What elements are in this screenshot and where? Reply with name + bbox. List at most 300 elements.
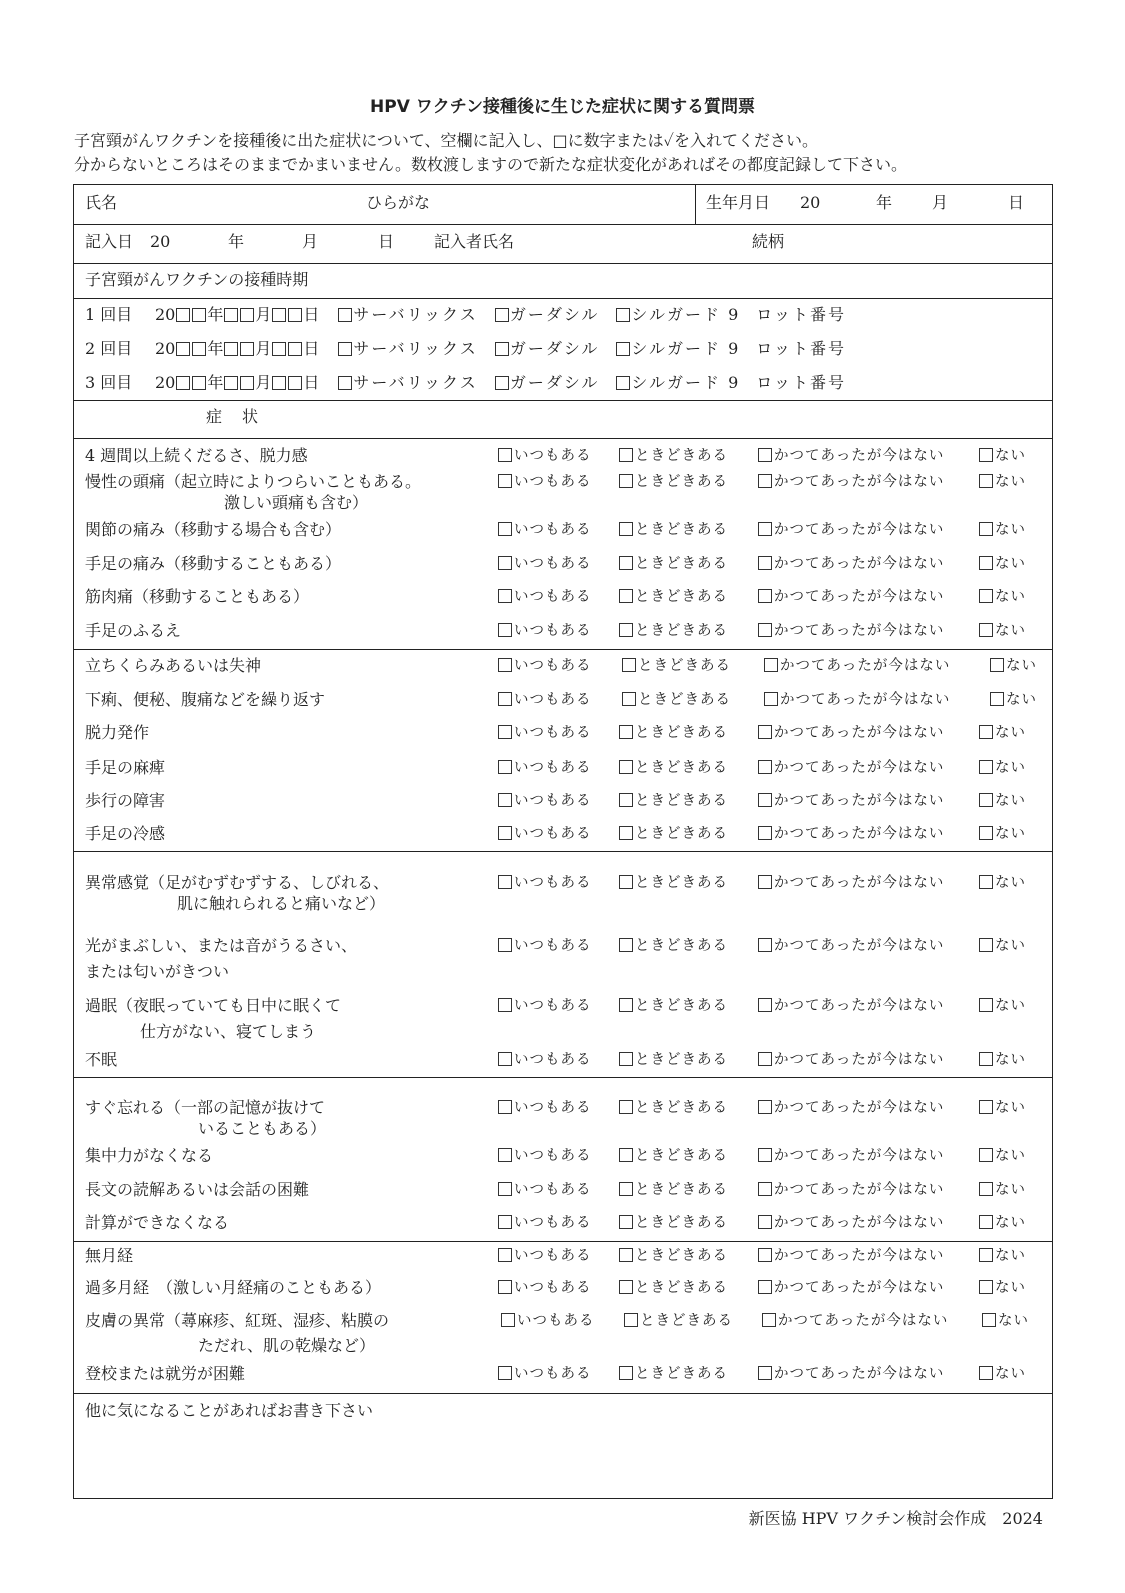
option-sometimes[interactable]: [618, 554, 728, 574]
dose-month-unit: 月: [255, 305, 272, 324]
answer-checkbox[interactable]: [498, 1366, 512, 1380]
option-always[interactable]: [497, 621, 592, 641]
vaccine-checkbox[interactable]: [616, 376, 630, 390]
lot-number-label: ロット番号: [756, 373, 846, 392]
option-always[interactable]: [497, 1213, 592, 1233]
answer-label: ない: [995, 826, 1026, 842]
option-always[interactable]: [497, 824, 592, 844]
answer-label: かつてあったが今はない: [774, 1148, 945, 1164]
option-none[interactable]: [978, 1364, 1026, 1384]
option-none[interactable]: [981, 1311, 1029, 1331]
answer-checkbox[interactable]: [619, 760, 633, 774]
vaccine-checkbox[interactable]: [338, 376, 352, 390]
vaccine-checkbox[interactable]: [495, 376, 509, 390]
digit-box[interactable]: [272, 376, 286, 390]
option-previously[interactable]: [757, 1098, 944, 1118]
answer-label: いつもある: [514, 998, 592, 1014]
answer-checkbox[interactable]: [501, 1313, 515, 1327]
answer-checkbox[interactable]: [758, 875, 772, 889]
option-always[interactable]: [497, 446, 592, 466]
option-sometimes[interactable]: [618, 1050, 728, 1070]
digit-box[interactable]: [272, 342, 286, 356]
answer-label: かつてあったが今はない: [774, 556, 945, 572]
answer-label: ない: [995, 474, 1026, 490]
answer-label: ない: [995, 1280, 1026, 1296]
option-previously[interactable]: [757, 472, 944, 492]
option-sometimes[interactable]: [618, 936, 728, 956]
answer-label: いつもある: [514, 1248, 592, 1264]
option-none[interactable]: [978, 791, 1026, 811]
digit-box[interactable]: [288, 376, 302, 390]
answer-checkbox[interactable]: [619, 793, 633, 807]
entry-year-prefix: 20: [150, 232, 171, 251]
option-none[interactable]: [989, 656, 1037, 676]
answer-checkbox[interactable]: [498, 589, 512, 603]
answer-checkbox[interactable]: [764, 658, 778, 672]
answer-label: かつてあったが今はない: [774, 725, 945, 741]
answer-checkbox[interactable]: [990, 658, 1004, 672]
answer-checkbox[interactable]: [498, 623, 512, 637]
dose-row: [85, 305, 846, 325]
option-sometimes[interactable]: [618, 1098, 728, 1118]
symptom-label: いることもある）: [198, 1119, 327, 1138]
answer-checkbox[interactable]: [982, 1313, 996, 1327]
option-sometimes[interactable]: [618, 621, 728, 641]
answer-checkbox[interactable]: [979, 522, 993, 536]
answer-checkbox[interactable]: [619, 938, 633, 952]
answer-checkbox[interactable]: [979, 826, 993, 840]
answer-label: ない: [995, 1215, 1026, 1231]
answer-checkbox[interactable]: [498, 556, 512, 570]
answer-checkbox[interactable]: [619, 998, 633, 1012]
answer-label: ない: [1006, 692, 1037, 708]
answer-checkbox[interactable]: [758, 1280, 772, 1294]
answer-label: かつてあったが今はない: [774, 522, 945, 538]
answer-checkbox[interactable]: [979, 589, 993, 603]
option-previously[interactable]: [757, 723, 944, 743]
digit-box[interactable]: [240, 308, 254, 322]
option-none[interactable]: [978, 1180, 1026, 1200]
option-none[interactable]: [978, 936, 1026, 956]
answer-label: いつもある: [514, 1182, 592, 1198]
option-none[interactable]: [978, 472, 1026, 492]
vaccine-checkbox[interactable]: [616, 308, 630, 322]
digit-box[interactable]: [176, 308, 190, 322]
answer-label: ない: [995, 589, 1026, 605]
answer-label: ときどきある: [635, 938, 728, 954]
option-always[interactable]: [497, 1246, 592, 1266]
digit-box[interactable]: [288, 342, 302, 356]
answer-checkbox[interactable]: [758, 1248, 772, 1262]
answer-checkbox[interactable]: [498, 692, 512, 706]
option-sometimes[interactable]: [618, 1180, 728, 1200]
option-none[interactable]: [978, 446, 1026, 466]
answer-checkbox[interactable]: [498, 998, 512, 1012]
option-previously[interactable]: [757, 791, 944, 811]
answer-checkbox[interactable]: [758, 793, 772, 807]
name-label: 氏名: [85, 193, 118, 212]
option-sometimes[interactable]: [621, 690, 731, 710]
option-always[interactable]: [497, 587, 592, 607]
answer-checkbox[interactable]: [498, 875, 512, 889]
answer-label: いつもある: [514, 1100, 592, 1116]
option-always[interactable]: [497, 1364, 592, 1384]
answer-checkbox[interactable]: [979, 1280, 993, 1294]
option-sometimes[interactable]: [618, 758, 728, 778]
symptom-label: 立ちくらみあるいは失神: [85, 656, 262, 675]
digit-box[interactable]: [224, 308, 238, 322]
answer-checkbox[interactable]: [758, 623, 772, 637]
answer-checkbox[interactable]: [619, 1248, 633, 1262]
answer-label: いつもある: [514, 623, 592, 639]
option-always[interactable]: [497, 996, 592, 1016]
option-previously[interactable]: [757, 996, 944, 1016]
option-previously[interactable]: [763, 690, 950, 710]
option-none[interactable]: [978, 520, 1026, 540]
answer-checkbox[interactable]: [979, 1052, 993, 1066]
option-none[interactable]: [978, 996, 1026, 1016]
option-sometimes[interactable]: [618, 1146, 728, 1166]
dose-year-prefix: 20: [155, 305, 176, 324]
option-always[interactable]: [497, 656, 592, 676]
option-none[interactable]: [978, 1098, 1026, 1118]
answer-checkbox[interactable]: [979, 938, 993, 952]
option-none[interactable]: [978, 758, 1026, 778]
answer-checkbox[interactable]: [979, 474, 993, 488]
option-sometimes[interactable]: [618, 723, 728, 743]
lot-number-label: ロット番号: [756, 305, 846, 324]
option-previously[interactable]: [757, 1364, 944, 1384]
option-sometimes[interactable]: [618, 873, 728, 893]
answer-checkbox[interactable]: [758, 826, 772, 840]
symptom-label: 激しい頭痛も含む）: [224, 493, 369, 512]
birth-month-unit: 月: [932, 193, 949, 212]
answer-checkbox[interactable]: [758, 1366, 772, 1380]
answer-label: ない: [995, 725, 1026, 741]
answer-label: ない: [995, 1100, 1026, 1116]
vaccine-checkbox[interactable]: [338, 342, 352, 356]
answer-checkbox[interactable]: [619, 522, 633, 536]
symptom-label: 脱力発作: [85, 723, 150, 742]
answer-checkbox[interactable]: [979, 998, 993, 1012]
answer-checkbox[interactable]: [758, 556, 772, 570]
answer-checkbox[interactable]: [979, 725, 993, 739]
answer-label: いつもある: [514, 556, 592, 572]
option-sometimes[interactable]: [618, 791, 728, 811]
answer-checkbox[interactable]: [498, 760, 512, 774]
answer-checkbox[interactable]: [758, 474, 772, 488]
digit-box[interactable]: [288, 308, 302, 322]
answer-checkbox[interactable]: [979, 793, 993, 807]
answer-label: ない: [995, 1182, 1026, 1198]
symptom-label: 筋肉痛（移動することもある）: [85, 587, 310, 606]
option-previously[interactable]: [757, 1050, 944, 1070]
answer-checkbox[interactable]: [979, 875, 993, 889]
answer-checkbox[interactable]: [619, 1148, 633, 1162]
option-previously[interactable]: [757, 446, 944, 466]
answer-checkbox[interactable]: [619, 1280, 633, 1294]
answer-checkbox[interactable]: [498, 1215, 512, 1229]
answer-checkbox[interactable]: [758, 725, 772, 739]
instruction-line-2: 分からないところはそのままでかまいません。数枚渡しますので新たな症状変化があればその都度記録して下さい。: [74, 155, 907, 174]
answer-checkbox[interactable]: [498, 448, 512, 462]
option-sometimes[interactable]: [618, 446, 728, 466]
option-always[interactable]: [497, 1146, 592, 1166]
digit-box[interactable]: [240, 342, 254, 356]
vaccine-checkbox[interactable]: [495, 308, 509, 322]
option-always[interactable]: [497, 1098, 592, 1118]
entry-day-unit: 日: [378, 232, 395, 251]
option-previously[interactable]: [757, 621, 944, 641]
vaccine-checkbox[interactable]: [616, 342, 630, 356]
option-previously[interactable]: [757, 824, 944, 844]
answer-label: いつもある: [514, 826, 592, 842]
answer-checkbox[interactable]: [619, 1052, 633, 1066]
option-always[interactable]: [497, 758, 592, 778]
answer-checkbox[interactable]: [979, 1100, 993, 1114]
dose-year-prefix: 20: [155, 373, 176, 392]
option-always[interactable]: [497, 472, 592, 492]
option-sometimes[interactable]: [618, 1278, 728, 1298]
vaccination-period-label: 子宮頸がんワクチンの接種時期: [85, 270, 309, 289]
symptom-label: 歩行の障害: [85, 791, 166, 810]
answer-checkbox[interactable]: [498, 658, 512, 672]
option-previously[interactable]: [757, 873, 944, 893]
answer-checkbox[interactable]: [990, 692, 1004, 706]
answer-label: ときどきある: [635, 474, 728, 490]
answer-checkbox[interactable]: [979, 1248, 993, 1262]
option-sometimes[interactable]: [618, 824, 728, 844]
entry-month-unit: 月: [302, 232, 319, 251]
answer-checkbox[interactable]: [979, 1215, 993, 1229]
option-previously[interactable]: [757, 587, 944, 607]
option-sometimes[interactable]: [623, 1311, 733, 1331]
symptom-label: 関節の痛み（移動する場合も含む）: [85, 520, 342, 539]
dose-row: [85, 373, 846, 393]
answer-checkbox[interactable]: [619, 556, 633, 570]
option-sometimes[interactable]: [618, 520, 728, 540]
vaccine-checkbox[interactable]: [495, 342, 509, 356]
answer-checkbox[interactable]: [622, 692, 636, 706]
option-sometimes[interactable]: [618, 1364, 728, 1384]
dose-year-unit: 年: [207, 373, 224, 392]
option-always[interactable]: [497, 554, 592, 574]
answer-checkbox[interactable]: [619, 875, 633, 889]
dose-year-prefix: 20: [155, 339, 176, 358]
answer-label: いつもある: [514, 938, 592, 954]
answer-checkbox[interactable]: [619, 448, 633, 462]
answer-label: かつてあったが今はない: [774, 1100, 945, 1116]
answer-checkbox[interactable]: [498, 938, 512, 952]
answer-label: かつてあったが今はない: [774, 623, 945, 639]
vaccine-name: シルガード 9: [631, 373, 741, 392]
answer-label: ときどきある: [635, 589, 728, 605]
answer-checkbox[interactable]: [979, 1366, 993, 1380]
vaccine-name: ガーダシル: [509, 305, 600, 324]
option-none[interactable]: [978, 723, 1026, 743]
answer-checkbox[interactable]: [979, 1148, 993, 1162]
vaccine-checkbox[interactable]: [338, 308, 352, 322]
answer-label: ない: [995, 938, 1026, 954]
option-none[interactable]: [978, 621, 1026, 641]
option-always[interactable]: [497, 520, 592, 540]
answer-checkbox[interactable]: [758, 1052, 772, 1066]
option-always[interactable]: [497, 936, 592, 956]
answer-checkbox[interactable]: [758, 448, 772, 462]
option-always[interactable]: [497, 873, 592, 893]
dose-row: [85, 339, 846, 359]
option-previously[interactable]: [757, 1213, 944, 1233]
option-sometimes[interactable]: [618, 1246, 728, 1266]
answer-label: ときどきある: [635, 1052, 728, 1068]
option-always[interactable]: [497, 1050, 592, 1070]
option-always[interactable]: [497, 1278, 592, 1298]
answer-checkbox[interactable]: [758, 760, 772, 774]
answer-checkbox[interactable]: [619, 725, 633, 739]
option-previously[interactable]: [757, 758, 944, 778]
option-none[interactable]: [978, 1213, 1026, 1233]
answer-label: ない: [995, 623, 1026, 639]
digit-box[interactable]: [192, 376, 206, 390]
symptom-label: 過多月経 （激しい月経痛のこともある）: [85, 1278, 382, 1297]
symptom-label: 過眠（夜眠っていても日中に眠くて: [85, 996, 342, 1015]
answer-checkbox[interactable]: [619, 1215, 633, 1229]
answer-checkbox[interactable]: [979, 448, 993, 462]
option-none[interactable]: [978, 873, 1026, 893]
answer-label: ない: [995, 1148, 1026, 1164]
option-previously[interactable]: [757, 936, 944, 956]
dose-day-unit: 日: [303, 373, 320, 392]
option-sometimes[interactable]: [618, 472, 728, 492]
answer-label: ときどきある: [635, 1248, 728, 1264]
option-sometimes[interactable]: [621, 656, 731, 676]
symptom-label: すぐ忘れる（一部の記憶が抜けて: [85, 1098, 326, 1117]
option-none[interactable]: [978, 1146, 1026, 1166]
dose-day-unit: 日: [303, 305, 320, 324]
digit-box[interactable]: [176, 342, 190, 356]
answer-label: ときどきある: [635, 826, 728, 842]
answer-checkbox[interactable]: [498, 474, 512, 488]
option-previously[interactable]: [757, 1180, 944, 1200]
digit-box[interactable]: [224, 376, 238, 390]
digit-box[interactable]: [240, 376, 254, 390]
answer-checkbox[interactable]: [619, 589, 633, 603]
answer-checkbox[interactable]: [979, 1182, 993, 1196]
answer-checkbox[interactable]: [498, 1280, 512, 1294]
answer-checkbox[interactable]: [979, 623, 993, 637]
answer-label: ときどきある: [635, 1215, 728, 1231]
answer-checkbox[interactable]: [498, 1248, 512, 1262]
answer-checkbox[interactable]: [758, 998, 772, 1012]
answer-checkbox[interactable]: [619, 1182, 633, 1196]
symptom-label: 異常感覚（足がむずむずする、しびれる、: [85, 873, 390, 892]
vaccine-name: ガーダシル: [509, 373, 600, 392]
answer-label: ときどきある: [635, 522, 728, 538]
option-none[interactable]: [978, 824, 1026, 844]
answer-checkbox[interactable]: [624, 1313, 638, 1327]
answer-checkbox[interactable]: [758, 1100, 772, 1114]
option-previously[interactable]: [757, 1246, 944, 1266]
digit-box[interactable]: [272, 308, 286, 322]
answer-checkbox[interactable]: [979, 760, 993, 774]
answer-checkbox[interactable]: [498, 725, 512, 739]
option-previously[interactable]: [761, 1311, 948, 1331]
answer-checkbox[interactable]: [758, 938, 772, 952]
answer-checkbox[interactable]: [979, 556, 993, 570]
answer-checkbox[interactable]: [758, 522, 772, 536]
answer-checkbox[interactable]: [619, 474, 633, 488]
answer-label: ときどきある: [635, 1100, 728, 1116]
option-none[interactable]: [989, 690, 1037, 710]
option-sometimes[interactable]: [618, 996, 728, 1016]
option-always[interactable]: [497, 791, 592, 811]
answer-checkbox[interactable]: [762, 1313, 776, 1327]
recorder-name-label: 記入者氏名: [434, 232, 515, 251]
option-none[interactable]: [978, 1050, 1026, 1070]
digit-box[interactable]: [224, 342, 238, 356]
answer-checkbox[interactable]: [498, 826, 512, 840]
option-always[interactable]: [497, 1180, 592, 1200]
answer-checkbox[interactable]: [619, 623, 633, 637]
option-previously[interactable]: [757, 1146, 944, 1166]
answer-checkbox[interactable]: [622, 658, 636, 672]
option-none[interactable]: [978, 1278, 1026, 1298]
answer-checkbox[interactable]: [498, 1182, 512, 1196]
option-previously[interactable]: [757, 520, 944, 540]
answer-label: かつてあったが今はない: [774, 1366, 945, 1382]
answer-checkbox[interactable]: [498, 1148, 512, 1162]
option-none[interactable]: [978, 587, 1026, 607]
entry-date-label: 記入日: [85, 232, 134, 251]
option-previously[interactable]: [757, 554, 944, 574]
answer-checkbox[interactable]: [758, 1182, 772, 1196]
digit-box[interactable]: [176, 376, 190, 390]
answer-checkbox[interactable]: [498, 1052, 512, 1066]
option-sometimes[interactable]: [618, 1213, 728, 1233]
answer-label: ときどきある: [635, 793, 728, 809]
option-always[interactable]: [500, 1311, 595, 1331]
option-previously[interactable]: [763, 656, 950, 676]
digit-box[interactable]: [192, 342, 206, 356]
answer-checkbox[interactable]: [764, 692, 778, 706]
answer-label: ときどきある: [635, 556, 728, 572]
symptom-label: 手足のふるえ: [85, 621, 182, 640]
instruction-line-1: 子宮頸がんワクチンを接種後に出た症状について、空欄に記入し、□に数字または✓を入れてください。: [74, 131, 818, 150]
answer-checkbox[interactable]: [619, 1100, 633, 1114]
birth-day-unit: 日: [1008, 193, 1025, 212]
symptom-label: 長文の読解あるいは会話の困難: [85, 1180, 310, 1199]
option-always[interactable]: [497, 723, 592, 743]
option-sometimes[interactable]: [618, 587, 728, 607]
answer-checkbox[interactable]: [758, 1215, 772, 1229]
answer-label: いつもある: [514, 474, 592, 490]
answer-label: かつてあったが今はない: [780, 692, 951, 708]
answer-label: いつもある: [514, 692, 592, 708]
digit-box[interactable]: [192, 308, 206, 322]
answer-checkbox[interactable]: [619, 1366, 633, 1380]
option-none[interactable]: [978, 554, 1026, 574]
answer-checkbox[interactable]: [619, 826, 633, 840]
answer-checkbox[interactable]: [498, 1100, 512, 1114]
answer-checkbox[interactable]: [498, 522, 512, 536]
answer-checkbox[interactable]: [758, 589, 772, 603]
symptom-label: ただれ、肌の乾燥など）: [198, 1336, 375, 1355]
option-none[interactable]: [978, 1246, 1026, 1266]
answer-checkbox[interactable]: [498, 793, 512, 807]
answer-checkbox[interactable]: [758, 1148, 772, 1162]
option-previously[interactable]: [757, 1278, 944, 1298]
option-always[interactable]: [497, 690, 592, 710]
